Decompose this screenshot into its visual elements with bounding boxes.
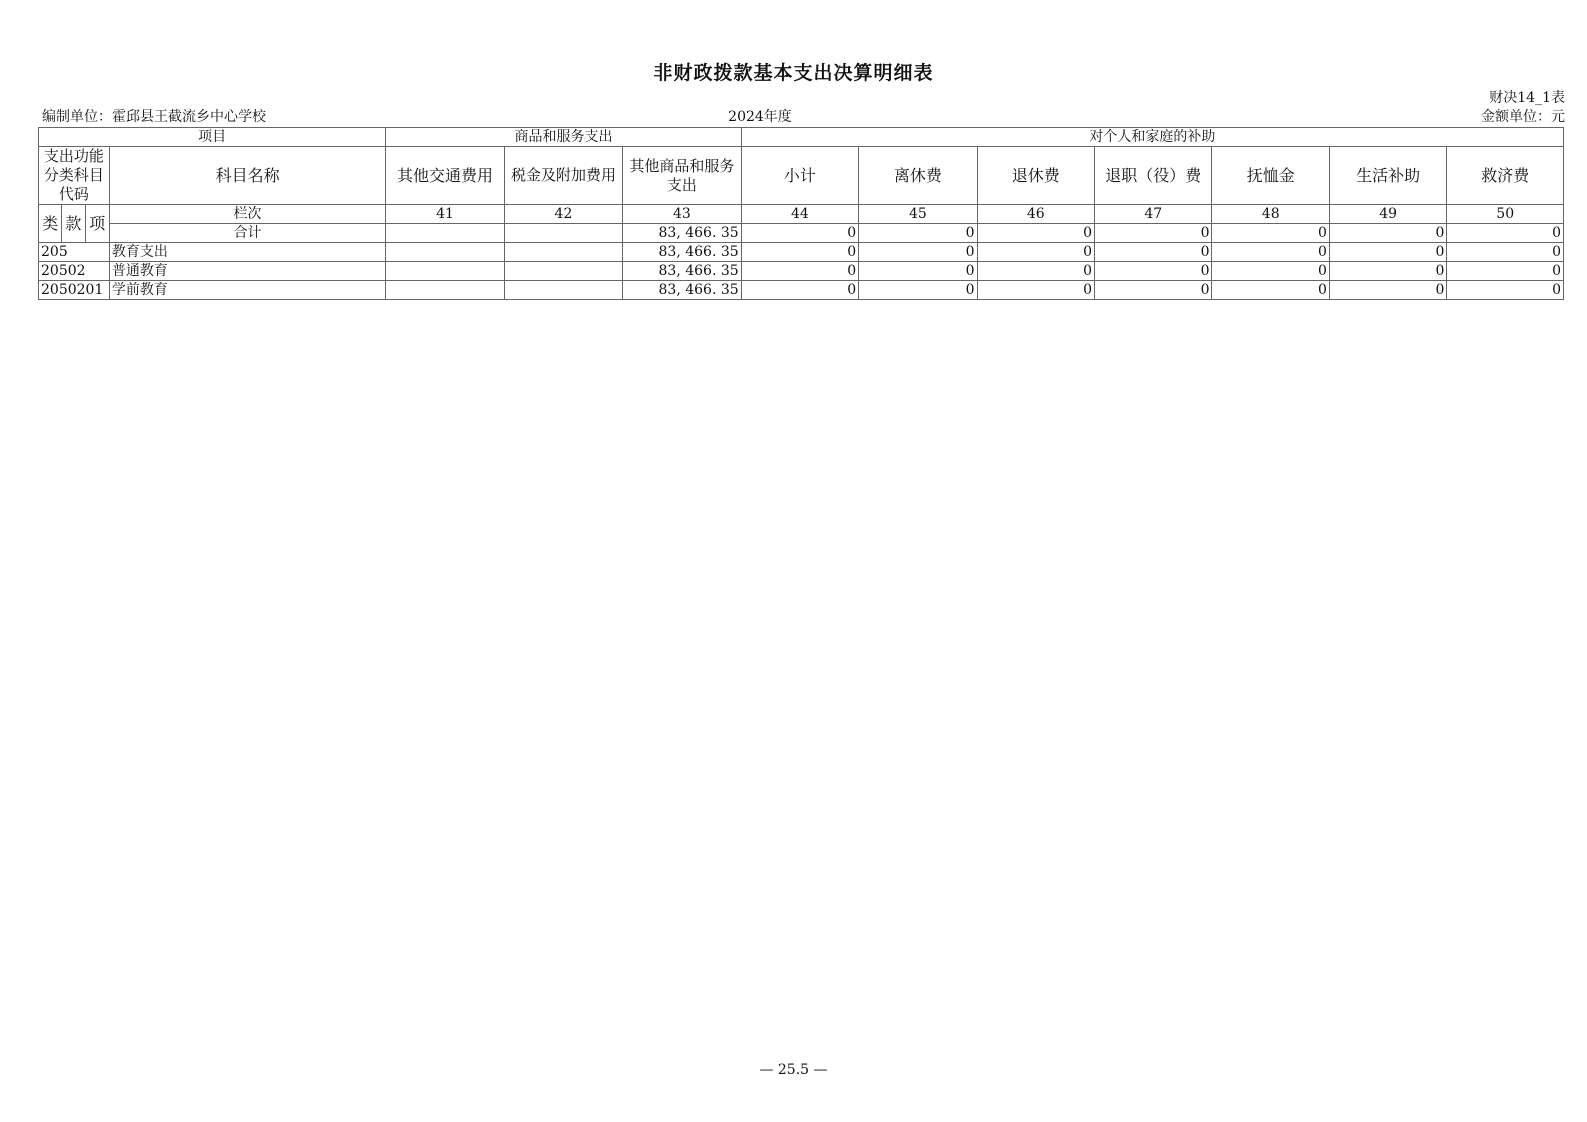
total-label: 合计 [109,224,385,243]
table-cell [386,281,504,300]
code-header: 支出功能分类科目代码 [39,147,110,205]
lei-header: 类 [39,205,62,243]
total-cell: 0 [859,224,977,243]
table-cell: 0 [1212,262,1329,281]
project-header: 项目 [39,128,386,147]
header-row-groups [39,128,1564,147]
total-cell: 0 [977,224,1094,243]
total-cell: 0 [1212,224,1329,243]
table-cell: 0 [1447,281,1564,300]
table-cell: 0 [859,281,977,300]
table-cell: 83, 466. 35 [623,281,741,300]
subject-code: 20502 [39,262,110,281]
currency-unit: 金额单位：元 [1481,109,1565,125]
table-row [39,243,1564,262]
table-cell: 83, 466. 35 [623,243,741,262]
table-cell: 0 [1212,243,1329,262]
subject-code: 2050201 [39,281,110,300]
table-cell: 0 [1447,243,1564,262]
table-cell: 0 [1095,243,1212,262]
table-cell: 0 [1212,281,1329,300]
table-cell: 0 [741,243,858,262]
table-cell: 0 [859,243,977,262]
subject-name: 教育支出 [109,243,385,262]
form-number: 财决14_1表 [1489,90,1565,106]
col-header-43: 其他商品和服务支出 [623,147,741,205]
total-row [39,224,1564,243]
column-number-row [39,205,1564,224]
table-cell [386,243,504,262]
table-cell: 0 [859,262,977,281]
col-num-43: 43 [623,205,741,224]
col-header-46: 退休费 [977,147,1094,205]
total-cell [504,224,622,243]
total-cell: 0 [1447,224,1564,243]
col-header-47: 退职（役）费 [1095,147,1212,205]
header-row-labels [39,147,1564,205]
col-num-44: 44 [741,205,858,224]
col-header-50: 救济费 [1447,147,1564,205]
total-cell: 83, 466. 35 [623,224,741,243]
col-num-45: 45 [859,205,977,224]
table-cell: 0 [1447,262,1564,281]
col-header-49: 生活补助 [1329,147,1446,205]
col-num-48: 48 [1212,205,1329,224]
lanci-label: 栏次 [109,205,385,224]
col-header-44: 小计 [741,147,858,205]
table-cell: 0 [1095,281,1212,300]
compiling-unit: 编制单位：霍邱县王截流乡中心学校 [42,109,266,125]
total-cell: 0 [1329,224,1446,243]
table-cell: 83, 466. 35 [623,262,741,281]
table-cell: 0 [1329,262,1446,281]
page-title: 非财政拨款基本支出决算明细表 [653,62,934,84]
table-cell: 0 [1329,281,1446,300]
col-num-42: 42 [504,205,622,224]
col-num-46: 46 [977,205,1094,224]
col-num-49: 49 [1329,205,1446,224]
fiscal-year: 2024年度 [728,109,792,125]
table-cell [504,243,622,262]
name-header: 科目名称 [109,147,385,205]
subject-name: 普通教育 [109,262,385,281]
table-cell: 0 [977,262,1094,281]
total-cell: 0 [741,224,858,243]
table-cell [504,262,622,281]
col-header-45: 离休费 [859,147,977,205]
table-cell [386,262,504,281]
table-cell: 0 [741,281,858,300]
total-cell [386,224,504,243]
xiang-header: 项 [85,205,109,243]
subject-name: 学前教育 [109,281,385,300]
table-cell: 0 [1329,243,1446,262]
table-cell: 0 [977,243,1094,262]
expenditure-table [38,127,1564,300]
goods-services-header: 商品和服务支出 [386,128,741,147]
col-header-42: 税金及附加费用 [504,147,622,205]
col-num-47: 47 [1095,205,1212,224]
col-num-50: 50 [1447,205,1564,224]
table-cell: 0 [1095,262,1212,281]
kuan-header: 款 [62,205,85,243]
table-cell: 0 [741,262,858,281]
total-cell: 0 [1095,224,1212,243]
table-row [39,262,1564,281]
table-cell [504,281,622,300]
subject-code: 205 [39,243,110,262]
col-header-41: 其他交通费用 [386,147,504,205]
table-row [39,281,1564,300]
individual-household-header: 对个人和家庭的补助 [741,128,1563,147]
col-header-48: 抚恤金 [1212,147,1329,205]
page-number: — 25.5 — [759,1062,828,1078]
table-cell: 0 [977,281,1094,300]
col-num-41: 41 [386,205,504,224]
